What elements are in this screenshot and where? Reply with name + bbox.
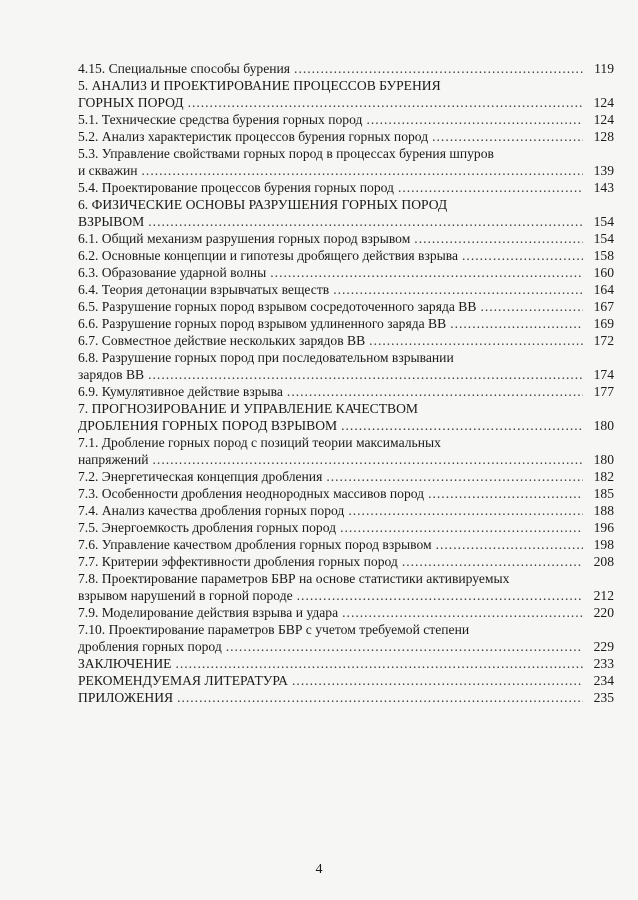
dot-leader xyxy=(333,281,583,298)
page-number: 4 xyxy=(315,862,323,877)
toc-entry xyxy=(78,434,614,468)
toc-entry xyxy=(78,519,614,536)
toc-entry-title-line: ЗАКЛЮЧЕНИЕ xyxy=(78,656,172,671)
toc-entry-title-line: 7.2. Энергетическая концепция дробления xyxy=(78,469,323,484)
toc-entry-last-line xyxy=(78,179,614,196)
toc-entry-last-line xyxy=(78,587,614,604)
dot-leader xyxy=(287,383,583,400)
toc-entry xyxy=(78,247,614,264)
toc-entry-title-line: ДРОБЛЕНИЯ ГОРНЫХ ПОРОД ВЗРЫВОМ xyxy=(78,418,338,433)
toc-entry-title-line: 6.9. Кумулятивное действие взрыва xyxy=(78,384,283,399)
toc-entry-title-line: 5.4. Проектирование процессов бурения горных пород xyxy=(78,180,394,195)
toc-entry xyxy=(78,553,614,570)
toc-entry xyxy=(78,230,614,247)
dot-leader xyxy=(462,247,583,264)
dot-leader xyxy=(340,519,583,536)
toc-entry-last-line xyxy=(78,315,614,332)
toc-entry xyxy=(78,672,614,689)
toc-entry-title-line: ПРИЛОЖЕНИЯ xyxy=(78,690,174,705)
toc-entry-last-line xyxy=(78,519,614,536)
toc-entry-title-line: ГОРНЫХ ПОРОД xyxy=(78,95,184,110)
toc-entry-last-line xyxy=(78,672,614,689)
toc-entry xyxy=(78,111,614,128)
toc-entry-title-line: 4.15. Специальные способы бурения xyxy=(78,61,291,76)
toc-page-number: 160 xyxy=(593,265,614,280)
toc-entry xyxy=(78,502,614,519)
toc-entry-last-line xyxy=(78,94,614,111)
toc-entry-title-line: РЕКОМЕНДУЕМАЯ ЛИТЕРАТУРА xyxy=(78,673,289,688)
toc-entry-title-line: 5.2. Анализ характеристик процессов бурения горных пород xyxy=(78,129,429,144)
toc-entry-last-line xyxy=(78,655,614,672)
toc-entry-last-line xyxy=(78,604,614,621)
toc-entry-title-line: дробления горных пород xyxy=(78,639,222,654)
dot-leader xyxy=(148,366,583,383)
toc-entry-last-line xyxy=(78,502,614,519)
toc-entry-title-line: 7. ПРОГНОЗИРОВАНИЕ И УПРАВЛЕНИЕ КАЧЕСТВОМ xyxy=(78,401,418,416)
toc-page-number: 174 xyxy=(593,367,614,382)
toc-entry-title-line: взрывом нарушений в горной породе xyxy=(78,588,293,603)
toc-entry-last-line xyxy=(78,281,614,298)
dot-leader xyxy=(402,553,583,570)
toc-entry-last-line xyxy=(78,638,614,655)
dot-leader xyxy=(177,689,583,706)
toc-page-number: 177 xyxy=(593,384,614,399)
toc-page-number: 124 xyxy=(593,95,614,110)
toc-entry-title-line: зарядов ВВ xyxy=(78,367,145,382)
toc-page-number: 167 xyxy=(593,299,614,314)
toc-entry-last-line xyxy=(78,451,614,468)
toc-entry-title-line: 6.5. Разрушение горных пород взрывом сосредоточенного заряда ВВ xyxy=(78,299,477,314)
toc-entry xyxy=(78,179,614,196)
dot-leader xyxy=(342,604,583,621)
dot-leader xyxy=(226,638,583,655)
toc-entry xyxy=(78,60,614,77)
toc-page-number: 154 xyxy=(593,214,614,229)
toc-page-number: 169 xyxy=(593,316,614,331)
toc-entry-last-line xyxy=(78,298,614,315)
toc-entry-title-line: 6.6. Разрушение горных пород взрывом удлиненного заряда ВВ xyxy=(78,316,447,331)
dot-leader xyxy=(432,128,583,145)
dot-leader xyxy=(398,179,583,196)
toc-page-number: 208 xyxy=(593,554,614,569)
toc-entry-title-line: 7.6. Управление качеством дробления горных пород взрывом xyxy=(78,537,432,552)
toc-entry-last-line xyxy=(78,485,614,502)
toc-page-number: 235 xyxy=(593,690,614,705)
toc-entry-title-line: 6. ФИЗИЧЕСКИЕ ОСНОВЫ РАЗРУШЕНИЯ ГОРНЫХ ПОРОД xyxy=(78,197,448,212)
toc-page-number: 196 xyxy=(593,520,614,535)
toc-entry-last-line xyxy=(78,60,614,77)
toc-entry-title-line: 5.1. Технические средства бурения горных пород xyxy=(78,112,363,127)
toc-entry xyxy=(78,655,614,672)
toc-page-number: 180 xyxy=(593,452,614,467)
toc-page-number: 128 xyxy=(593,129,614,144)
toc-page-number: 198 xyxy=(593,537,614,552)
dot-leader xyxy=(414,230,583,247)
toc-entry xyxy=(78,536,614,553)
toc-page-number: 164 xyxy=(593,282,614,297)
dot-leader xyxy=(348,502,583,519)
toc-page-number: 154 xyxy=(593,231,614,246)
toc-page-number: 234 xyxy=(593,673,614,688)
toc-entry xyxy=(78,145,614,179)
toc-page-number: 143 xyxy=(593,180,614,195)
toc-page-number: 180 xyxy=(593,418,614,433)
dot-leader xyxy=(428,485,583,502)
toc-entry-title-line: 7.9. Моделирование действия взрыва и удара xyxy=(78,605,339,620)
toc-entry-title-line: 6.7. Совместное действие нескольких зарядов ВВ xyxy=(78,333,366,348)
toc-page-number: 185 xyxy=(593,486,614,501)
toc-page-number: 233 xyxy=(593,656,614,671)
table-of-contents xyxy=(78,60,614,706)
toc-entry-title-line: 6.2. Основные концепции и гипотезы дробящего действия взрыва xyxy=(78,248,459,263)
dot-leader xyxy=(294,60,583,77)
dot-leader xyxy=(297,587,583,604)
toc-entry xyxy=(78,383,614,400)
toc-page-number: 124 xyxy=(593,112,614,127)
dot-leader xyxy=(436,536,583,553)
toc-entry-last-line xyxy=(78,383,614,400)
dot-leader xyxy=(480,298,583,315)
toc-page-number: 229 xyxy=(593,639,614,654)
dot-leader xyxy=(366,111,583,128)
toc-entry xyxy=(78,196,614,230)
toc-entry-title-line: 6.3. Образование ударной волны xyxy=(78,265,267,280)
dot-leader xyxy=(153,451,583,468)
toc-entry-title-line: и скважин xyxy=(78,163,138,178)
toc-entry xyxy=(78,485,614,502)
toc-entry-last-line xyxy=(78,111,614,128)
toc-entry-title-line: 5. АНАЛИЗ И ПРОЕКТИРОВАНИЕ ПРОЦЕССОВ БУРЕНИЯ xyxy=(78,78,441,93)
toc-entry-title-line: 7.3. Особенности дробления неоднородных массивов пород xyxy=(78,486,425,501)
toc-entry-last-line xyxy=(78,468,614,485)
toc-entry xyxy=(78,400,614,434)
toc-entry-last-line xyxy=(78,536,614,553)
toc-page-number: 188 xyxy=(593,503,614,518)
toc-entry xyxy=(78,332,614,349)
toc-entry xyxy=(78,570,614,604)
toc-entry xyxy=(78,621,614,655)
toc-entry-title-line: ВЗРЫВОМ xyxy=(78,214,145,229)
toc-entry-last-line xyxy=(78,128,614,145)
toc-entry-last-line xyxy=(78,230,614,247)
toc-entry-last-line xyxy=(78,264,614,281)
toc-entry-title-line: 6.8. Разрушение горных пород при последовательном взрывании xyxy=(78,350,454,365)
dot-leader xyxy=(148,213,583,230)
dot-leader xyxy=(450,315,583,332)
toc-page-number: 172 xyxy=(593,333,614,348)
dot-leader xyxy=(292,672,583,689)
dot-leader xyxy=(341,417,583,434)
toc-entry-last-line xyxy=(78,417,614,434)
toc-entry-title-line: 7.5. Энергоемкость дробления горных пород xyxy=(78,520,337,535)
toc-entry-last-line xyxy=(78,689,614,706)
dot-leader xyxy=(142,162,583,179)
toc-entry-title-line: 5.3. Управление свойствами горных пород в процессах бурения шпуров xyxy=(78,146,494,161)
dot-leader xyxy=(188,94,583,111)
toc-page-number: 119 xyxy=(594,61,614,76)
toc-entry-title-line: 7.8. Проектирование параметров БВР на основе статистики активируемых xyxy=(78,571,510,586)
toc-entry-title-line: напряжений xyxy=(78,452,149,467)
toc-entry xyxy=(78,77,614,111)
toc-entry-last-line xyxy=(78,162,614,179)
toc-entry-title-line: 6.1. Общий механизм разрушения горных пород взрывом xyxy=(78,231,411,246)
toc-page-number: 158 xyxy=(593,248,614,263)
toc-entry xyxy=(78,468,614,485)
dot-leader xyxy=(369,332,583,349)
toc-entry xyxy=(78,264,614,281)
toc-entry-last-line xyxy=(78,213,614,230)
toc-page-number: 212 xyxy=(593,588,614,603)
toc-page-number: 220 xyxy=(593,605,614,620)
toc-entry xyxy=(78,689,614,706)
toc-page-number: 139 xyxy=(593,163,614,178)
toc-entry-last-line xyxy=(78,553,614,570)
toc-entry-title-line: 6.4. Теория детонации взрывчатых веществ xyxy=(78,282,330,297)
toc-entry xyxy=(78,604,614,621)
toc-entry xyxy=(78,298,614,315)
toc-entry-last-line xyxy=(78,247,614,264)
toc-entry xyxy=(78,315,614,332)
toc-entry-last-line xyxy=(78,332,614,349)
toc-page-number: 182 xyxy=(593,469,614,484)
toc-entry-title-line: 7.10. Проектирование параметров БВР с учетом требуемой степени xyxy=(78,622,470,637)
toc-entry-title-line: 7.7. Критерии эффективности дробления горных пород xyxy=(78,554,398,569)
dot-leader xyxy=(326,468,583,485)
toc-entry xyxy=(78,128,614,145)
toc-entry-last-line xyxy=(78,366,614,383)
dot-leader xyxy=(175,655,583,672)
dot-leader xyxy=(270,264,583,281)
toc-entry xyxy=(78,349,614,383)
toc-entry-title-line: 7.1. Дробление горных пород с позиций теории максимальных xyxy=(78,435,441,450)
toc-entry-title-line: 7.4. Анализ качества дробления горных пород xyxy=(78,503,345,518)
toc-entry xyxy=(78,281,614,298)
